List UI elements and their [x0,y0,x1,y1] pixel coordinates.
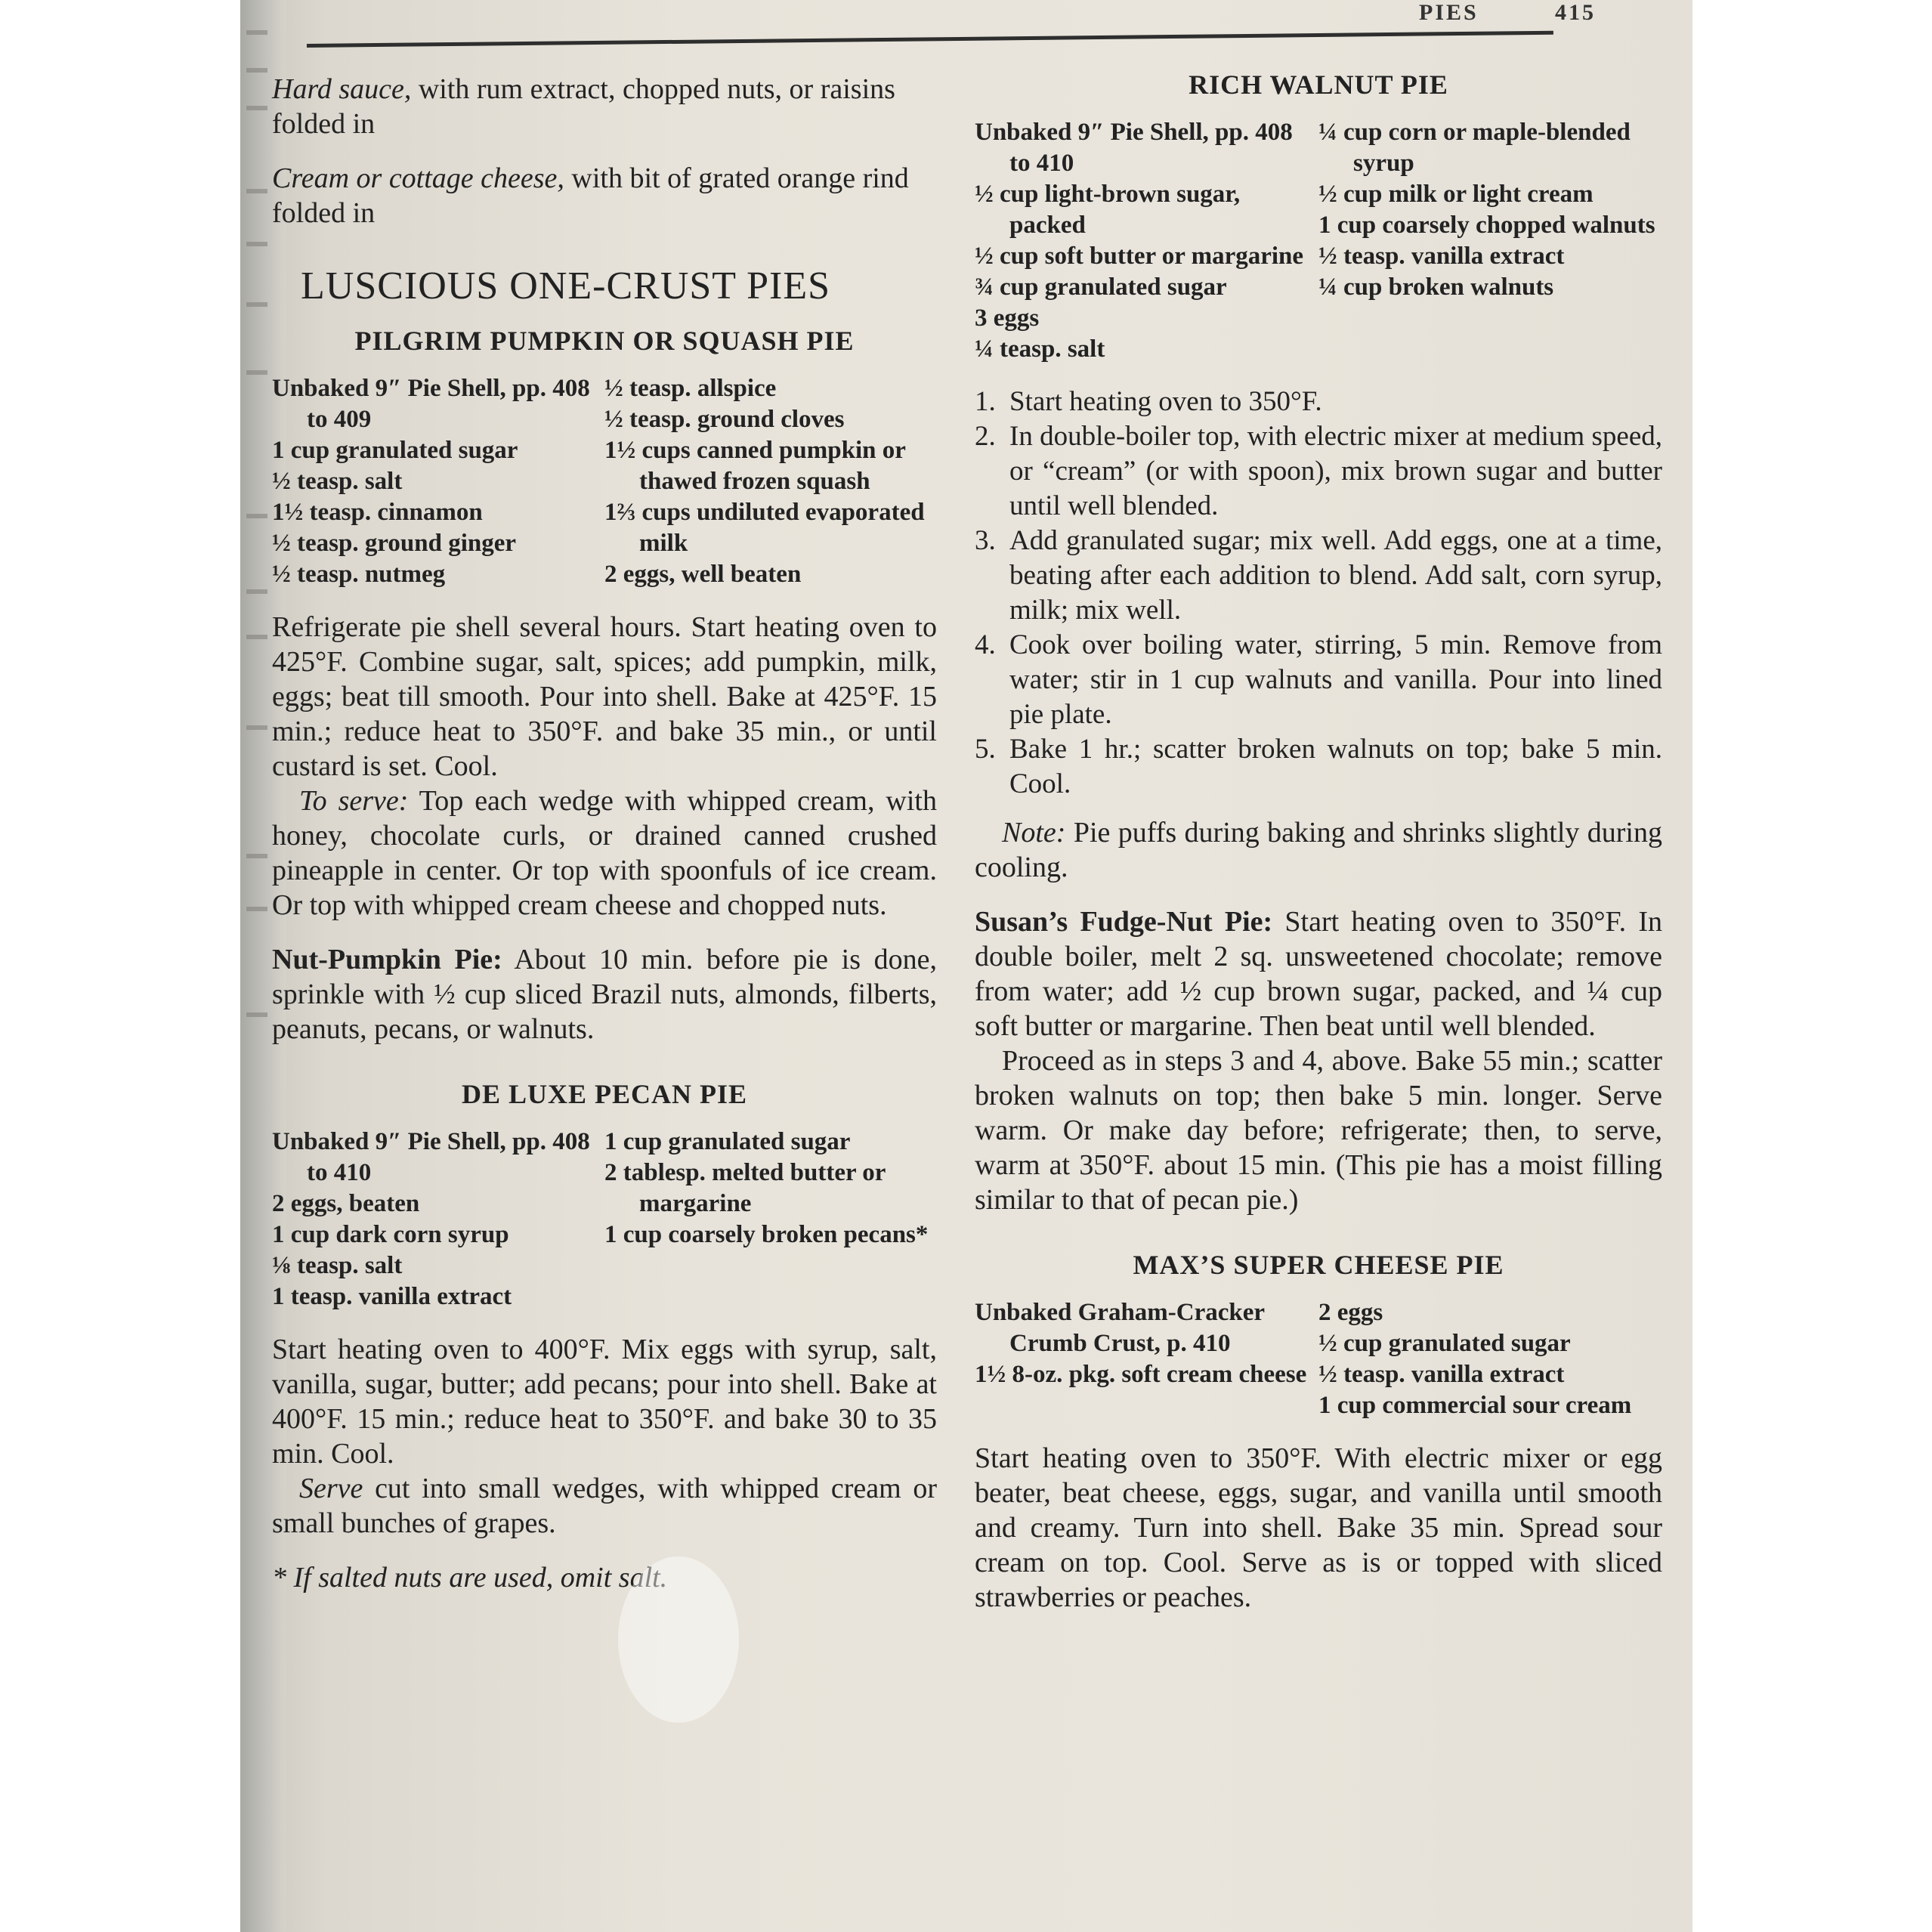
ingredient: ½ teasp. salt [272,468,403,495]
cookbook-page [240,0,1692,1932]
ingredients-pumpkin [272,373,937,590]
serve-text: cut into small wedges, with whipped cream or small bunches of grapes. [272,1473,937,1539]
step-text: Bake 1 hr.; scatter broken walnuts on top; bake 5 min. Cool. [1009,734,1662,799]
ingredient: ½ cup granulated sugar [1318,1330,1571,1357]
method-cheese: Start heating oven to 350°F. With electric mixer or egg beater, beat cheese, eggs, sugar, and vanilla until smooth and creamy. Turn into shell. Bake 35 min. Spread sour cream on top. Cool. Serve as is or topped with sliced strawberries or peaches. [975,1442,1662,1613]
intro-text: with rum extract, chopped nuts, or raisins folded in [272,73,895,140]
ingredients-col-2 [1318,117,1662,365]
footnote: * If salted nuts are used, omit salt. [272,1562,668,1594]
ingredients-walnut [975,117,1662,365]
intro-hard-sauce [272,72,937,141]
variation-lead: Nut-Pumpkin Pie: [272,944,502,975]
step [975,628,1662,732]
intro-lead: Hard sauce, [272,73,412,105]
ingredient: ½ cup light-brown sugar, packed [975,181,1241,239]
header-rule [307,31,1553,48]
ingredient: ¼ cup corn or maple-blended syrup [1318,119,1631,177]
ingredients-col-2 [604,1127,937,1312]
step-text: Add granulated sugar; mix well. Add eggs, one at a time, beating after each addition to blend. Add salt, corn syrup, milk; mix well. [1009,525,1662,626]
ingredient: Unbaked 9″ Pie Shell, pp. 408 to 409 [272,375,590,433]
variation-text: About 10 min. before pie is done, sprinkle with ½ cup sliced Brazil nuts, almonds, filberts, peanuts, pecans, or walnuts. [272,944,937,1045]
intro-text: with bit of grated orange rind folded in [272,162,909,229]
ingredient: 2 eggs, well beaten [604,561,802,588]
ingredients-col-1 [272,1127,604,1312]
section-name: PIES [1419,0,1479,25]
step [975,732,1662,802]
note-text: Pie puffs during baking and shrinks slightly during cooling. [975,817,1662,883]
ingredients-pecan [272,1127,937,1312]
ingredients-col-1 [975,1297,1318,1421]
ingredient: ¼ cup broken walnuts [1318,274,1554,301]
right-column [975,57,1662,1615]
ingredient: 1½ teasp. cinnamon [272,499,483,526]
page-number: 415 [1555,0,1596,25]
ingredient: 2 tablesp. melted butter or margarine [604,1159,886,1217]
ingredient: 1 cup granulated sugar [272,437,518,464]
ingredient: ¾ cup granulated sugar [975,274,1227,301]
paper-stain [618,1556,739,1723]
step-number: 4. [975,629,996,660]
ingredient: 1½ cups canned pumpkin or thawed frozen squash [604,437,906,495]
steps-walnut [975,385,1662,802]
intro-lead: Cream or cottage cheese, [272,162,564,194]
serve-pumpkin [272,784,937,923]
ingredients-col-2 [1318,1297,1662,1421]
ingredient: 1½ 8-oz. pkg. soft cream cheese [975,1361,1307,1388]
ingredient: ½ teasp. allspice [604,375,777,402]
ingredient: Unbaked 9″ Pie Shell, pp. 408 to 410 [975,119,1293,177]
step-number: 2. [975,421,996,452]
left-column [272,72,937,1595]
running-head [1419,0,1691,30]
serve-lead: To serve: [299,785,409,817]
ingredient: ½ teasp. vanilla extract [1318,1361,1565,1388]
variation-fudge-nut [975,904,1662,1043]
step [975,419,1662,524]
variation-text: Start heating oven to 350°F. In double boiler, melt 2 sq. unsweetened chocolate; remove from water; add ½ cup brown sugar, packed, and ¼ cup soft butter or margarine. Then beat until well blended. [975,906,1662,1042]
variation-nut-pumpkin [272,942,937,1046]
note-walnut [975,815,1662,885]
ingredient: ½ teasp. vanilla extract [1318,243,1565,270]
method-pecan: Start heating oven to 400°F. Mix eggs with syrup, salt, vanilla, sugar, butter; add pecans; pour into shell. Bake at 400°F. 15 min.; reduce heat to 350°F. and bake 30 to 35 min. Cool. [272,1334,937,1470]
ingredients-cheese [975,1297,1662,1421]
ingredient: Unbaked Graham-Cracker Crumb Crust, p. 410 [975,1299,1265,1357]
ingredient: 2 eggs [1318,1299,1383,1326]
ingredients-col-2 [604,373,937,590]
ingredient: 1 cup dark corn syrup [272,1221,509,1248]
section-title: LUSCIOUS ONE-CRUST PIES [301,264,831,308]
recipe-title-pecan: DE LUXE PECAN PIE [461,1079,748,1109]
recipe-title-cheese: MAX’S SUPER CHEESE PIE [1133,1250,1504,1280]
variation-lead: Susan’s Fudge-Nut Pie: [975,906,1273,938]
step-text: In double-boiler top, with electric mixer at medium speed, or “cream” (or with spoon), mix brown sugar and butter until well blended. [1009,421,1662,521]
ingredient: 3 eggs [975,304,1040,332]
intro-cream-cheese [272,161,937,230]
ingredient: ½ cup soft butter or margarine [975,243,1304,270]
ingredients-col-1 [272,373,604,590]
step-number: 1. [975,386,996,417]
ingredient: ¼ teasp. salt [975,335,1105,363]
ingredients-col-1 [975,117,1318,365]
step-number: 3. [975,525,996,556]
method-pumpkin: Refrigerate pie shell several hours. Start heating oven to 425°F. Combine sugar, salt, spices; add pumpkin, milk, eggs; beat till smooth. Pour into shell. Bake at 425°F. 15 min.; reduce heat to 350°F. and bake 35 min., or until custard is set. Cool. [272,611,937,782]
ingredient: 1 cup granulated sugar [604,1128,851,1155]
step [975,385,1662,419]
ingredient: ⅛ teasp. salt [272,1252,403,1279]
ingredient: Unbaked 9″ Pie Shell, pp. 408 to 410 [272,1128,590,1186]
step-text: Start heating oven to 350°F. [1009,386,1322,417]
ingredient: ½ teasp. ground ginger [272,530,517,557]
recipe-title-pumpkin: PILGRIM PUMPKIN OR SQUASH PIE [354,326,855,356]
ingredient: ½ cup milk or light cream [1318,181,1594,208]
note-lead: Note: [1002,817,1066,849]
step [975,524,1662,628]
ingredient: ½ teasp. nutmeg [272,561,446,588]
ingredient: 1 cup coarsely chopped walnuts [1318,212,1655,239]
ingredient: 1⅔ cups undiluted evaporated milk [604,499,925,557]
step-number: 5. [975,734,996,765]
variation-fudge-nut-cont: Proceed as in steps 3 and 4, above. Bake 55 min.; scatter broken walnuts on top; then bake 5 min. longer. Serve warm. Or make day before; refrigerate; then, to serve, warm at 350°F. about 15 min. (This pie has a moist filling similar to that of pecan pie.) [975,1045,1662,1216]
ingredient: ½ teasp. ground cloves [604,406,845,433]
ingredient: 2 eggs, beaten [272,1190,420,1217]
serve-pecan [272,1471,937,1541]
ingredient: 1 cup coarsely broken pecans* [604,1221,929,1248]
step-text: Cook over boiling water, stirring, 5 min. Remove from water; stir in 1 cup walnuts and vanilla. Pour into lined pie plate. [1009,629,1662,730]
ingredient: 1 teasp. vanilla extract [272,1283,512,1310]
recipe-title-walnut: RICH WALNUT PIE [1189,70,1448,100]
serve-lead: Serve [299,1473,363,1504]
ingredient: 1 cup commercial sour cream [1318,1392,1632,1419]
serve-text: Top each wedge with whipped cream, with honey, chocolate curls, or drained canned crushed pineapple in center. Or top with spoonfuls of ice cream. Or top with whipped cream cheese and chopped nuts. [272,785,937,921]
